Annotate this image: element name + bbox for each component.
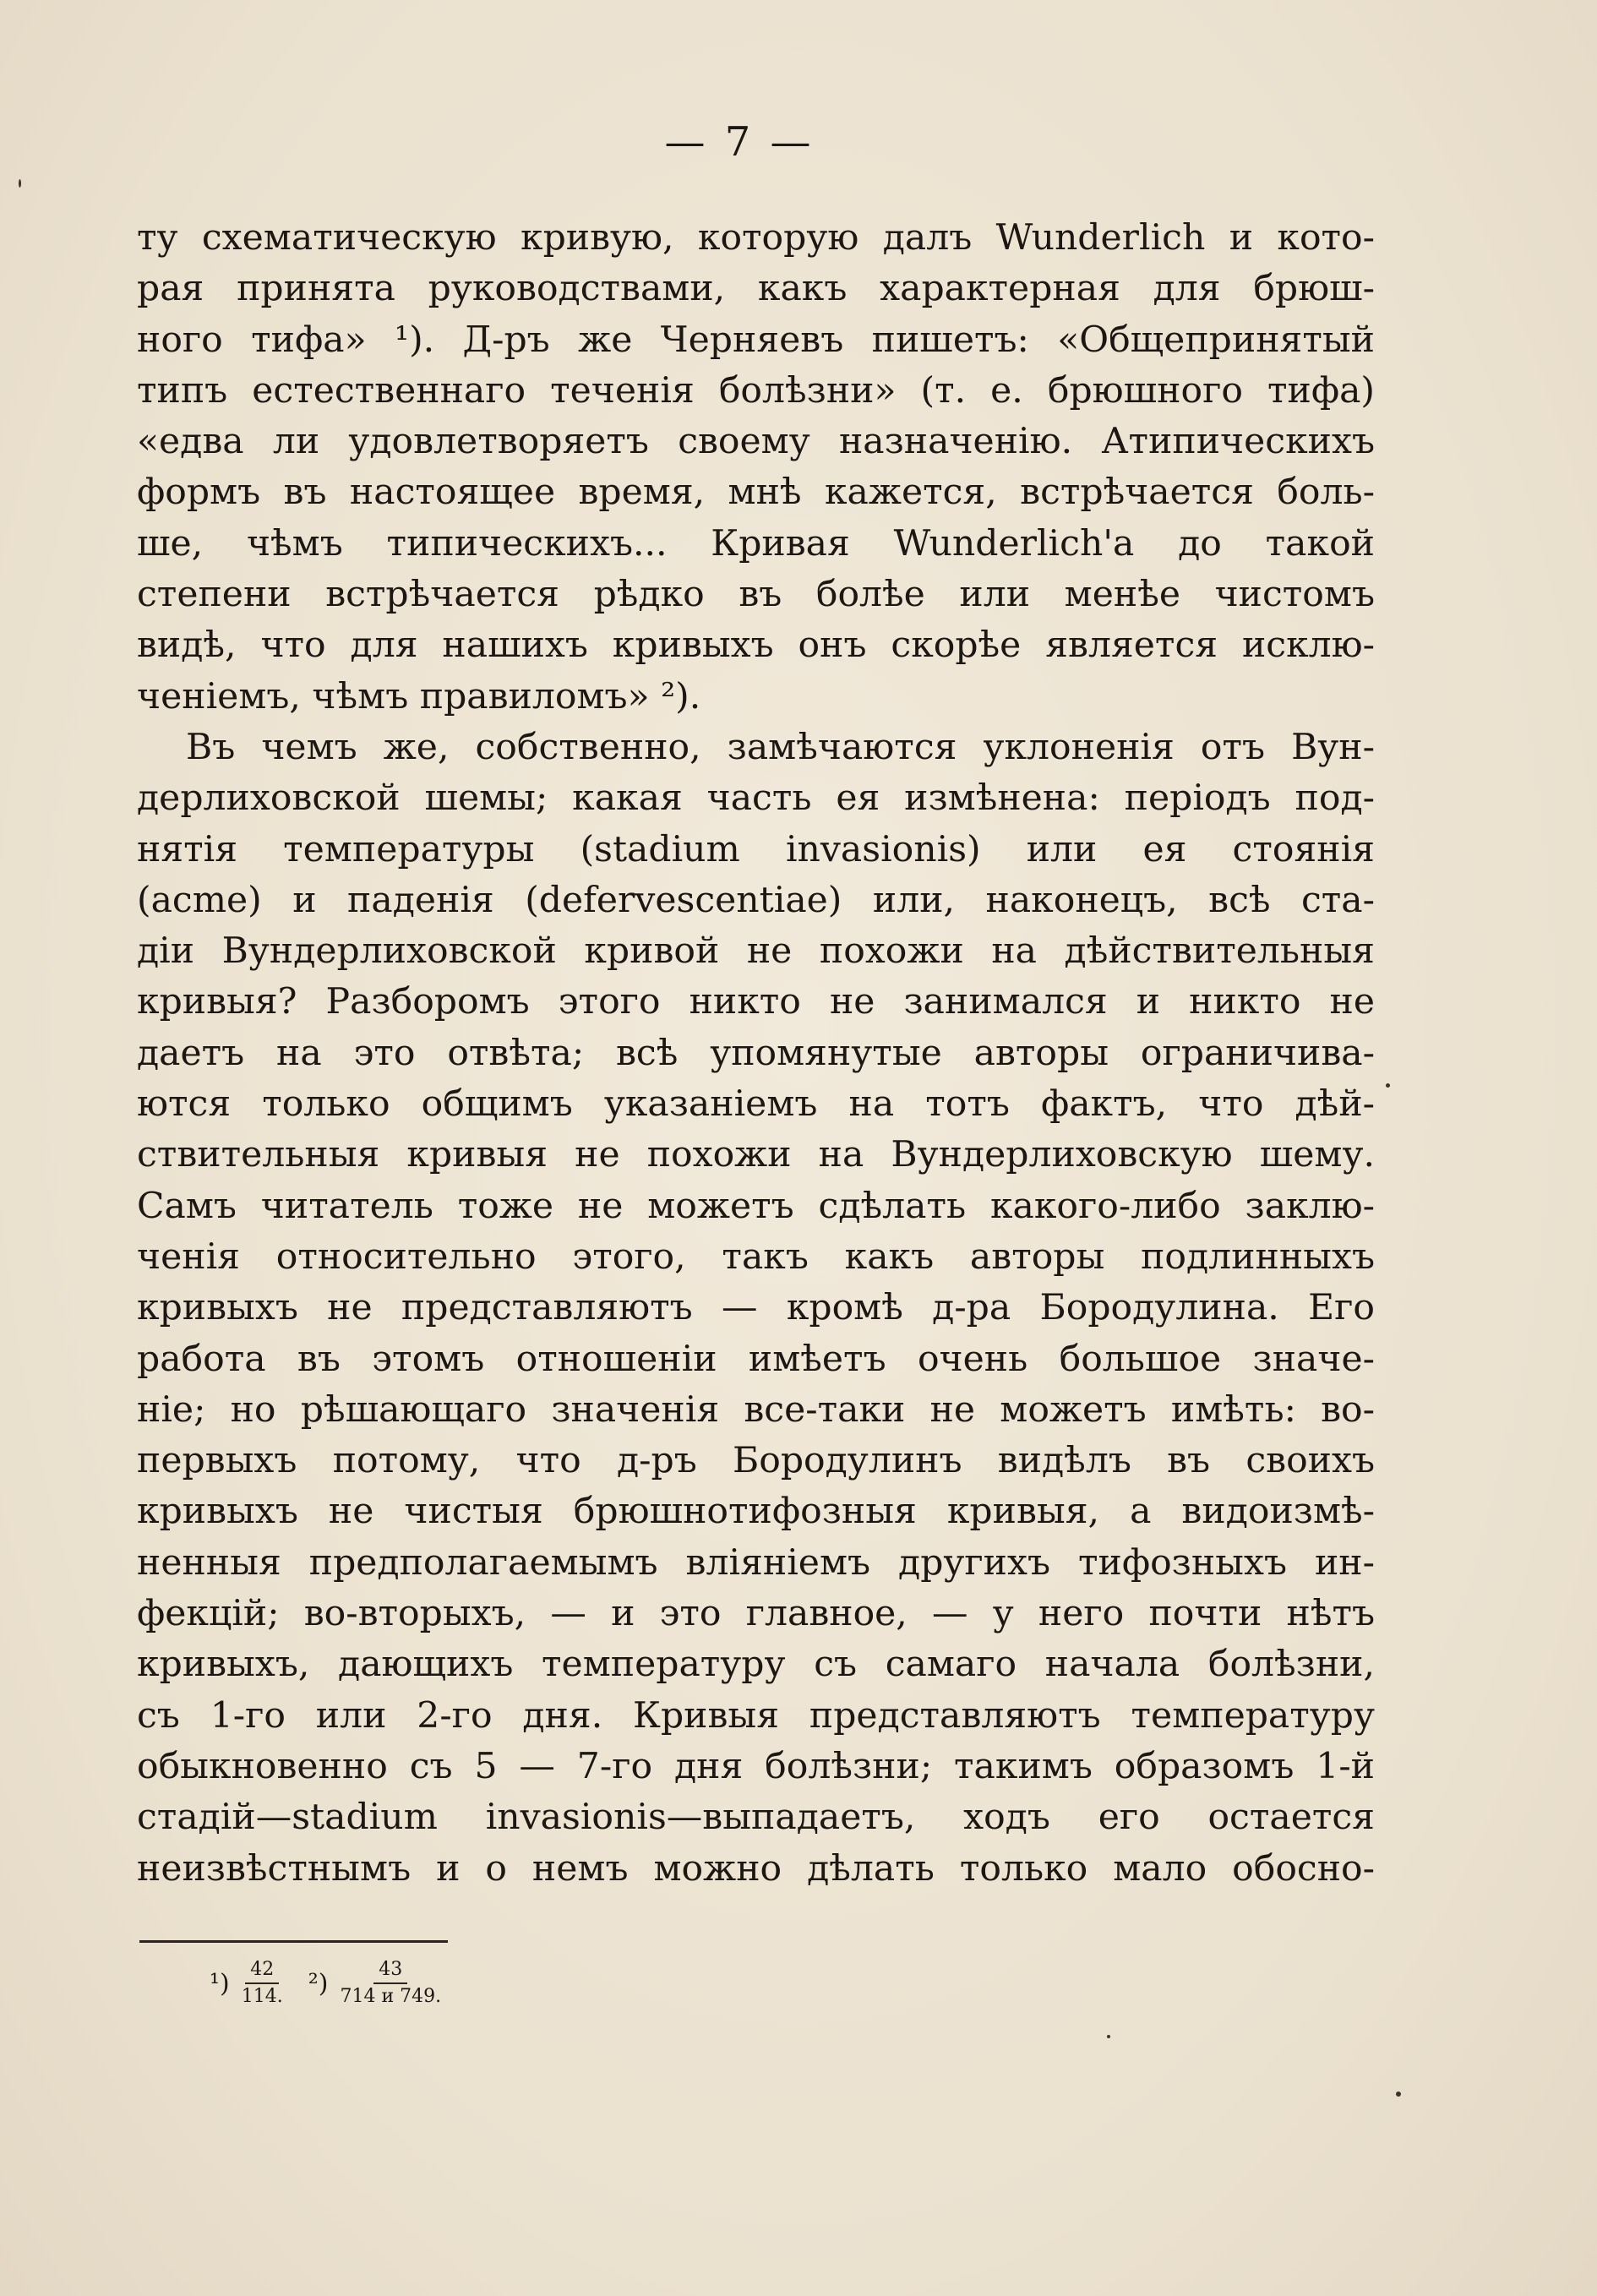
text-line: рая принята руководствами, какъ характерная для брюш-	[137, 268, 1375, 310]
footnote-2	[308, 1959, 446, 2009]
footnote-mark: ²)	[308, 1968, 329, 1999]
text-line: съ 1-го или 2-го дня. Кривыя представляютъ температуру	[137, 1694, 1375, 1737]
footnotes	[210, 1959, 466, 2009]
footnote-reference	[335, 1959, 446, 2009]
text-line: кривыхъ, дающихъ температуру съ самаго начала болѣзни,	[137, 1644, 1375, 1686]
text-line: кривыхъ не чистыя брюшнотифозныя кривыя, а видоизмѣ-	[137, 1491, 1375, 1533]
page-number: — 7 —	[664, 118, 815, 166]
footnote-1	[210, 1959, 288, 2009]
body-text	[137, 213, 1375, 1895]
footnote-numerator: 43	[373, 1959, 407, 1984]
footnote-denominator: 714 и 749.	[340, 1986, 442, 2008]
text-line: работа въ этомъ отношеніи имѣетъ очень большое значе-	[137, 1338, 1375, 1380]
text-line: ше, чѣмъ типическихъ... Кривая Wunderlich'а до такой	[137, 522, 1375, 564]
paper-speck	[1107, 2035, 1110, 2038]
text-line: кривыхъ не представляютъ — кромѣ д-ра Бородулина. Его	[137, 1287, 1375, 1329]
text-line: даетъ на это отвѣта; всѣ упомянутые авторы ограничива-	[137, 1032, 1375, 1074]
text-line: типъ естественнаго теченія болѣзни» (т. е. брюшного тифа)	[137, 369, 1375, 412]
text-line: ного тифа» ¹). Д-ръ же Черняевъ пишетъ: «Общепринятый	[137, 319, 1375, 361]
text-line: первыхъ потому, что д-ръ Бородулинъ видѣлъ въ своихъ	[137, 1440, 1375, 1482]
text-line: неизвѣстнымъ и о немъ можно дѣлать только мало обосно-	[137, 1847, 1375, 1890]
text-line: ствительныя кривыя не похожи на Вундерлиховскую шему.	[137, 1134, 1375, 1176]
text-line: обыкновенно съ 5 — 7-го дня болѣзни; такимъ образомъ 1-й	[137, 1745, 1375, 1787]
footnote-denominator: 114.	[241, 1986, 283, 2008]
paper-speck	[19, 179, 21, 188]
text-line: ненныя предполагаемымъ вліяніемъ другихъ тифозныхъ ин-	[137, 1541, 1375, 1584]
text-line: «едва ли удовлетворяетъ своему назначенію. Атипическихъ	[137, 421, 1375, 463]
paragraph-start-line: Въ чемъ же, собственно, замѣчаются уклоненія отъ Вун-	[186, 726, 1375, 768]
text-line: Самъ читатель тоже не можетъ сдѣлать какого-либо заклю-	[137, 1185, 1375, 1227]
paper-speck	[1396, 2091, 1401, 2097]
text-line: формъ въ настоящее время, мнѣ кажется, встрѣчается боль-	[137, 472, 1375, 514]
footnote-numerator: 42	[245, 1959, 279, 1984]
text-line: діи Вундерлиховской кривой не похожи на дѣйствительныя	[137, 930, 1375, 973]
text-line: фекцій; во-вторыхъ, — и это главное, — у него почти нѣтъ	[137, 1593, 1375, 1635]
text-line: ются только общимъ указаніемъ на тотъ фактъ, что дѣй-	[137, 1083, 1375, 1126]
footnote-mark: ¹)	[210, 1968, 230, 1999]
text-line: степени встрѣчается рѣдко въ болѣе или менѣе чистомъ	[137, 574, 1375, 616]
text-line: кривыя? Разборомъ этого никто не занимался и никто не	[137, 981, 1375, 1023]
text-line: ту схематическую кривую, которую далъ Wunderlich и кото-	[137, 217, 1375, 259]
text-line: видѣ, что для нашихъ кривыхъ онъ скорѣе является исклю-	[137, 624, 1375, 667]
text-line: ніе; но рѣшающаго значенія все-таки не можетъ имѣть: во-	[137, 1388, 1375, 1431]
text-line: дерлиховской шемы; какая часть ея измѣнена: періодъ под-	[137, 777, 1375, 820]
text-line: ченія относительно этого, такъ какъ авторы подлинныхъ	[137, 1235, 1375, 1278]
text-line: ченіемъ, чѣмъ правиломъ» ²).	[137, 675, 701, 717]
text-line: нятія температуры (stadium invasionis) или ея стоянія	[137, 828, 1375, 870]
text-line: стадій—stadium invasionis—выпадаетъ, ходъ его остается	[137, 1797, 1375, 1839]
footnote-divider	[139, 1940, 448, 1943]
footnote-reference	[237, 1959, 288, 2009]
text-line: (acme) и паденія (defervescentiae) или, наконецъ, всѣ ста-	[137, 879, 1375, 921]
paper-speck	[1386, 1083, 1390, 1088]
